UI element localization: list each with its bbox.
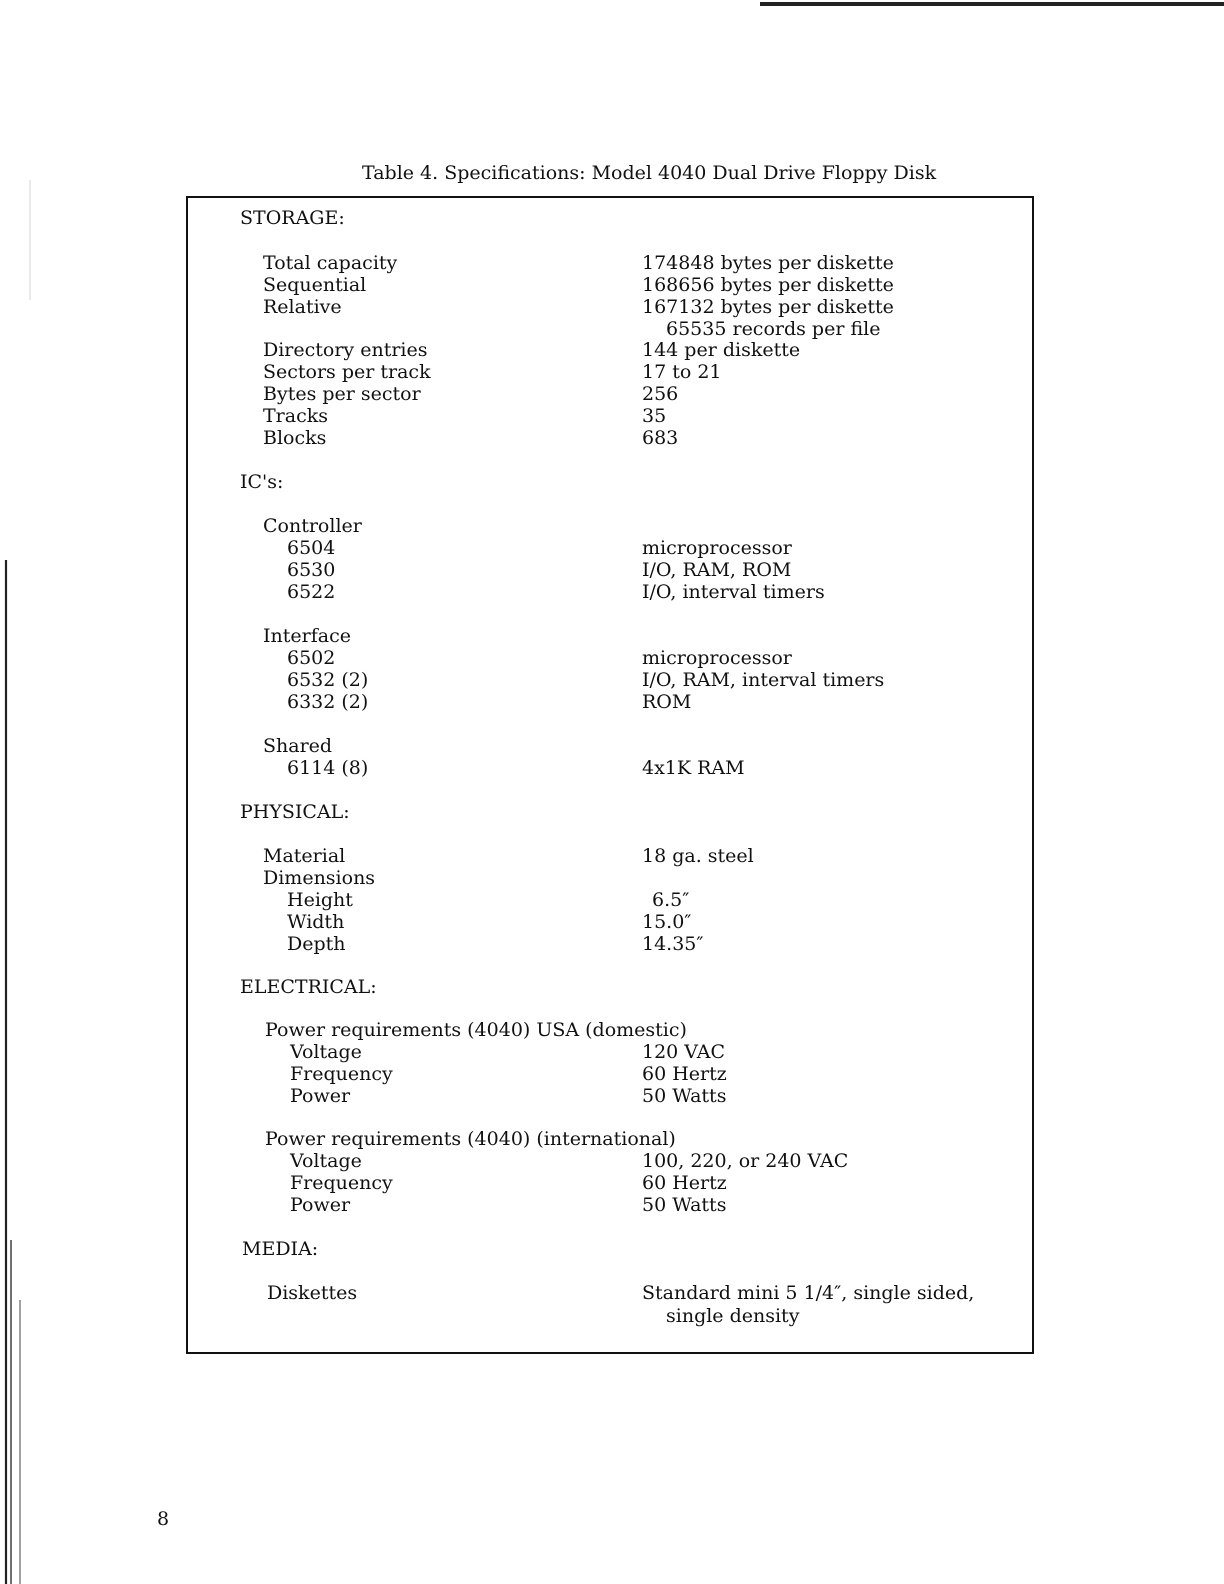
spec-value: I/O, interval timers (642, 581, 825, 603)
spec-value: 50 Watts (642, 1194, 727, 1216)
table-caption: Table 4. Specifications: Model 4040 Dual Drive Floppy Disk (362, 162, 937, 184)
spec-label: Relative (263, 296, 342, 318)
spec-label: Blocks (263, 427, 327, 449)
section-heading-storage: STORAGE: (240, 207, 345, 229)
spec-label: Diskettes (267, 1282, 358, 1304)
spec-value: 4x1K RAM (642, 757, 745, 779)
spec-label: Sequential (263, 274, 367, 296)
spec-value: I/O, RAM, ROM (642, 559, 792, 581)
section-heading-physical: PHYSICAL: (240, 801, 350, 823)
subsection-label: Controller (263, 515, 362, 537)
spec-value: 35 (642, 405, 667, 427)
subsection-label: Interface (263, 625, 351, 647)
spec-value: 60 Hertz (642, 1063, 727, 1085)
spec-label: Bytes per sector (263, 383, 421, 405)
spec-value: 65535 records per file (666, 318, 881, 340)
spec-label: 6532 (2) (287, 669, 369, 691)
spec-label: Power (290, 1085, 351, 1107)
spec-label: Frequency (290, 1063, 393, 1085)
spec-value: I/O, RAM, interval timers (642, 669, 885, 691)
spec-value: 18 ga. steel (642, 845, 754, 867)
spec-value: 167132 bytes per diskette (642, 296, 894, 318)
spec-label: Sectors per track (263, 361, 431, 383)
top-rule (760, 2, 1224, 6)
subsection-label: Dimensions (263, 867, 376, 889)
spec-label: 6114 (8) (287, 757, 369, 779)
spec-value: 14.35″ (642, 933, 704, 955)
spec-value: 120 VAC (642, 1041, 725, 1063)
spec-label: Directory entries (263, 339, 428, 361)
spec-value: 17 to 21 (642, 361, 722, 383)
spec-label: Material (263, 845, 346, 867)
spec-label: Voltage (290, 1041, 362, 1063)
spec-value: 683 (642, 427, 679, 449)
spec-label: 6530 (287, 559, 336, 581)
spec-label: Frequency (290, 1172, 393, 1194)
spec-label: 6522 (287, 581, 336, 603)
spec-value: 256 (642, 383, 679, 405)
subsection-label: Power requirements (4040) USA (domestic) (265, 1019, 687, 1041)
spec-label: Power (290, 1194, 351, 1216)
spec-label: Width (287, 911, 345, 933)
spec-value: ROM (642, 691, 692, 713)
spec-label: 6504 (287, 537, 336, 559)
section-heading-electrical: ELECTRICAL: (240, 976, 377, 998)
spec-value: microprocessor (642, 537, 792, 559)
spec-value: 144 per diskette (642, 339, 801, 361)
spec-label: Height (287, 889, 353, 911)
spec-value: 168656 bytes per diskette (642, 274, 894, 296)
spec-value: 100, 220, or 240 VAC (642, 1150, 849, 1172)
spec-value: Standard mini 5 1/4″, single sided, (642, 1282, 975, 1304)
spec-value: single density (666, 1305, 800, 1327)
spec-value: 174848 bytes per diskette (642, 252, 894, 274)
spec-value: 60 Hertz (642, 1172, 727, 1194)
spec-value: microprocessor (642, 647, 792, 669)
spec-label: Depth (287, 933, 346, 955)
page-number: 8 (157, 1508, 170, 1530)
spec-value: 6.5″ (652, 889, 690, 911)
spec-label: 6332 (2) (287, 691, 369, 713)
section-heading-ics: IC's: (240, 471, 284, 493)
section-heading-media: MEDIA: (242, 1238, 319, 1260)
spec-label: Tracks (263, 405, 328, 427)
scanned-binding-edge (0, 0, 40, 1584)
spec-label: Voltage (290, 1150, 362, 1172)
spec-value: 50 Watts (642, 1085, 727, 1107)
spec-label: Total capacity (263, 252, 398, 274)
subsection-label: Shared (263, 735, 333, 757)
subsection-label: Power requirements (4040) (international) (265, 1128, 676, 1150)
spec-value: 15.0″ (642, 911, 692, 933)
spec-label: 6502 (287, 647, 336, 669)
